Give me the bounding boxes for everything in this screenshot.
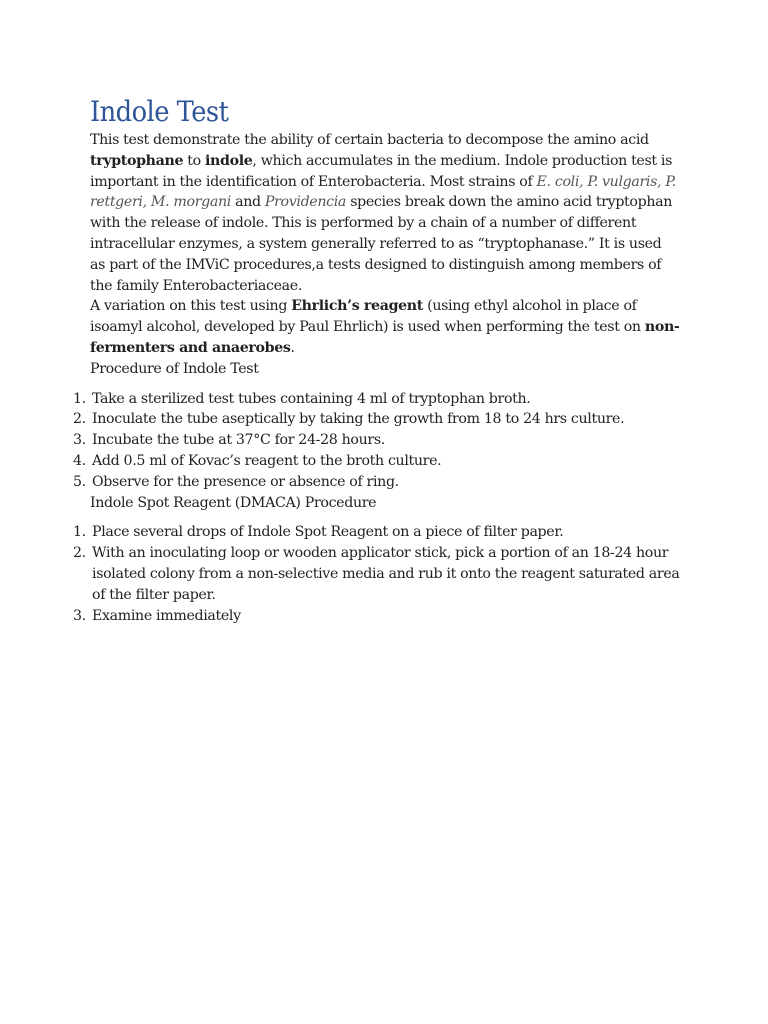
term-indole: indole <box>205 152 253 169</box>
variation-paragraph <box>90 296 680 358</box>
intro-text: species break down the amino acid tryptophan with the release of indole. This is performed by a chain of a number of different intracellular enzymes, a system generally referred to as “tryptophanase.” It is used as part of the IMViC procedures,a tests designed to distinguish among members of the family Enterobacteriaceae. <box>90 194 673 294</box>
page-title: Indole Test <box>90 95 229 128</box>
intro-text: and <box>230 194 265 211</box>
term-tryptophane: tryptophane <box>90 152 184 169</box>
intro-text: to <box>183 152 206 169</box>
spot-procedure-step: 1. Place several drops of Indole Spot Reagent on a piece of filter paper. <box>90 522 680 543</box>
spot-procedure-steps <box>0 522 680 626</box>
procedure-heading: Procedure of Indole Test <box>90 360 259 377</box>
intro-text: This test demonstrate the ability of certain bacteria to decompose the amino acid <box>90 132 649 148</box>
species-providencia: Providencia <box>264 194 347 211</box>
spot-procedure-heading: Indole Spot Reagent (DMACA) Procedure <box>90 494 377 511</box>
term-ehrlich-reagent: Ehrlich’s reagent <box>291 298 423 315</box>
procedure-step: 4. Add 0.5 ml of Kovac’s reagent to the broth culture. <box>90 451 680 472</box>
intro-text: , which accumulates in the medium. Indole production test is important in the identification of Enterobacteria. Most strains of <box>90 152 673 190</box>
intro-paragraph <box>90 130 680 296</box>
procedure-step: 2. Inoculate the tube aseptically by taking the growth from 18 to 24 hrs culture. <box>90 409 680 430</box>
spot-procedure-step: 3. Examine immediately <box>90 606 680 627</box>
procedure-steps <box>0 389 680 493</box>
procedure-step: 1. Take a sterilized test tubes containing 4 ml of tryptophan broth. <box>90 389 680 410</box>
species-names: E. coli, P. vulgaris, P. rettgeri, M. morgani <box>90 173 676 211</box>
procedure-list-wrap <box>0 389 680 493</box>
spot-procedure-step: 2. With an inoculating loop or wooden applicator stick, pick a portion of an 18-24 hour isolated colony from a non-selective media and rub it onto the reagent saturated area of the filter paper. <box>90 543 680 605</box>
procedure-step: 5. Observe for the presence or absence of ring. <box>90 472 680 493</box>
document-page <box>90 94 680 626</box>
spot-list-wrap <box>0 522 680 626</box>
variation-text: A variation on this test using <box>90 298 292 315</box>
variation-text: (using ethyl alcohol in place of isoamyl alcohol, developed by Paul Ehrlich) is used when performing the test on <box>90 298 645 336</box>
procedure-step: 3. Incubate the tube at 37°C for 24-28 hours. <box>90 430 680 451</box>
term-non-fermenters: non-fermenters and anaerobes <box>90 319 680 356</box>
variation-text: . <box>290 339 295 356</box>
